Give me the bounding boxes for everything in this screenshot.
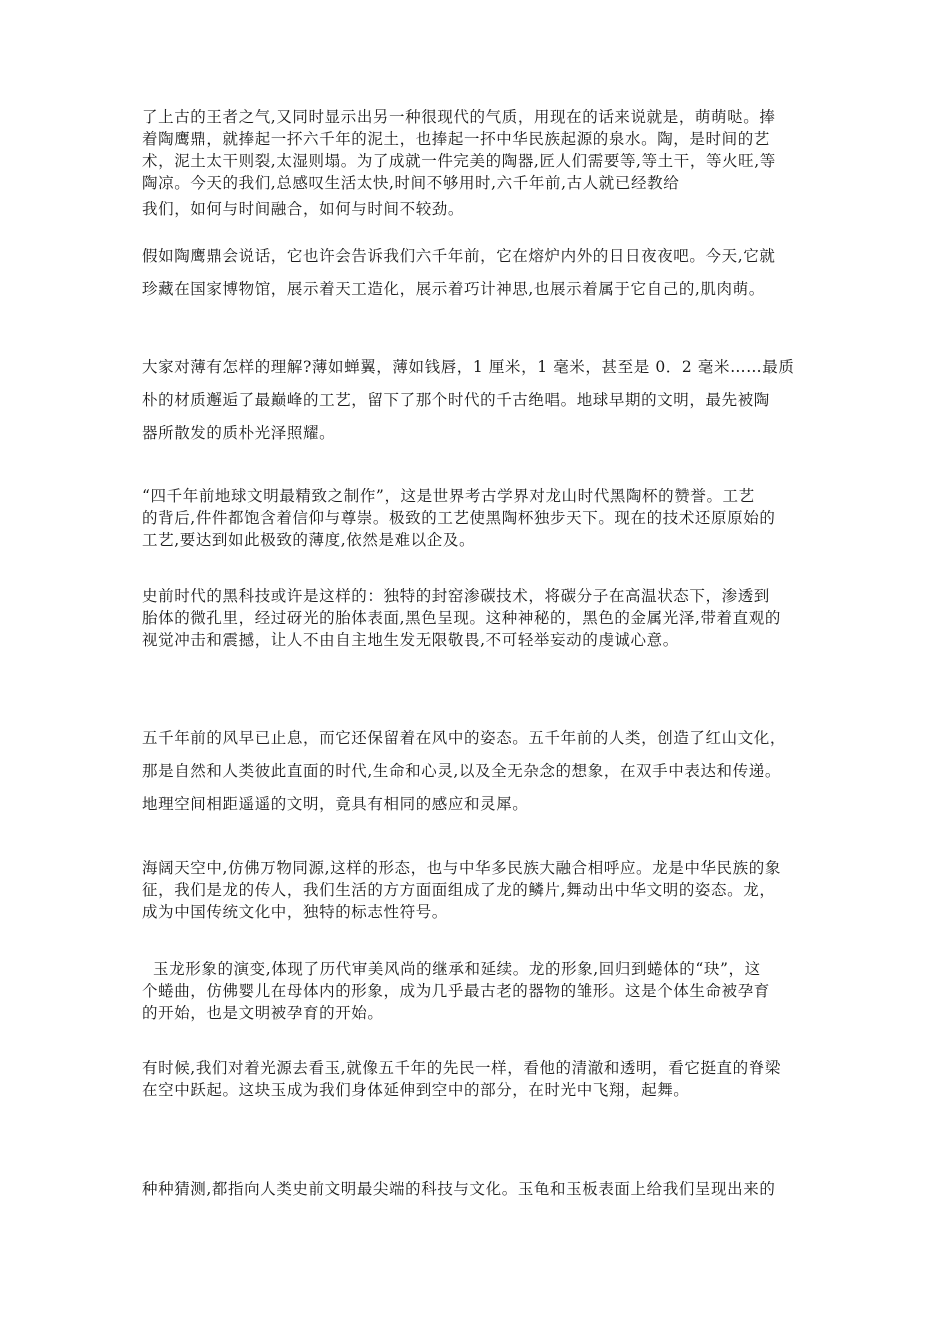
paragraph-thinness bbox=[142, 351, 818, 450]
text-line: 有时候,我们对着光源去看玉,就像五千年的先民一样，看他的清澈和透明，看它挺直的脊梁 bbox=[142, 1059, 781, 1077]
text-line: 征，我们是龙的传人，我们生活的方方面面组成了龙的鳞片,舞动出中华文明的姿态。龙， bbox=[142, 881, 776, 899]
paragraph-tao-ying-ding-museum bbox=[142, 240, 818, 306]
text-line: 胎体的微孔里，经过砑光的胎体表面,黑色呈现。这种神秘的，黑色的金属光泽,带着直观的 bbox=[142, 609, 781, 627]
paragraph-prehistoric-tech bbox=[142, 585, 818, 651]
text-line: 大家对薄有怎样的理解?薄如蝉翼，薄如钱唇，1 厘米，1 毫米，甚至是 0．2 毫米……最质 bbox=[142, 358, 795, 376]
text-line: 成为中国传统文化中，独特的标志性符号。 bbox=[142, 903, 448, 921]
text-line: 那是自然和人类彼此直面的时代,生命和心灵,以及全无杂念的想象，在双手中表达和传递。 bbox=[142, 762, 781, 780]
text-line: “四千年前地球文明最精致之制作”，这是世界考古学界对龙山时代黑陶杯的赞誉。工艺 bbox=[142, 487, 755, 505]
text-line: 在空中跃起。这块玉成为我们身体延伸到空中的部分，在时光中飞翔，起舞。 bbox=[142, 1081, 690, 1099]
text-line: 种种猜测,都指向人类史前文明最尖端的科技与文化。玉龟和玉板表面上给我们呈现出来的 bbox=[142, 1180, 776, 1198]
paragraph-dragon-symbol bbox=[142, 857, 818, 923]
text-line: 着陶鹰鼎，就捧起一抔六千年的泥土，也捧起一抔中华民族起源的泉水。陶，是时间的艺 bbox=[142, 130, 770, 148]
paragraph-tao-ying-ding-intro bbox=[142, 106, 818, 220]
text-line: 了上古的王者之气,又同时显示出另一种很现代的气质，用现在的话来说就是，萌萌哒。捧 bbox=[142, 108, 776, 126]
text-line: 地理空间相距遥遥的文明，竟具有相同的感应和灵犀。 bbox=[142, 795, 529, 813]
paragraph-black-pottery-praise bbox=[142, 485, 818, 551]
text-line: 器所散发的质朴光泽照耀。 bbox=[142, 424, 336, 442]
text-line: 个蜷曲，仿佛婴儿在母体内的形象，成为几乎最古老的器物的雏形。这是个体生命被孕育 bbox=[142, 982, 770, 1000]
paragraph-hongshan-culture bbox=[142, 722, 818, 821]
text-line: 视觉冲击和震撼，让人不由自主地生发无限敬畏,不可轻举妄动的虔诚心意。 bbox=[142, 631, 679, 649]
text-line: 玉龙形象的演变,体现了历代审美风尚的继承和延续。龙的形象,回归到蜷体的“玦”，这 bbox=[142, 960, 761, 978]
text-line: 的开始，也是文明被孕育的开始。 bbox=[142, 1004, 384, 1022]
text-line: 的背后,件件都饱含着信仰与尊崇。极致的工艺使黑陶杯独步天下。现在的技术还原原始的 bbox=[142, 509, 776, 527]
text-line: 工艺,要达到如此极致的薄度,依然是难以企及。 bbox=[142, 531, 476, 549]
text-line: 我们，如何与时间融合，如何与时间不较劲。 bbox=[142, 200, 465, 218]
paragraph-jade-light bbox=[142, 1057, 818, 1101]
text-line: 假如陶鹰鼎会说话，它也许会告诉我们六千年前，它在熔炉内外的日日夜夜吧。今天,它就 bbox=[142, 247, 776, 265]
paragraph-lingjiatan bbox=[142, 1178, 818, 1200]
text-line: 朴的材质邂逅了最巅峰的工艺，留下了那个时代的千古绝唱。地球早期的文明，最先被陶 bbox=[142, 391, 770, 409]
text-line: 珍藏在国家博物馆，展示着天工造化，展示着巧计神思,也展示着属于它自己的,肌肉萌。 bbox=[142, 280, 765, 298]
text-line: 陶凉。今天的我们,总感叹生活太快,时间不够用时,六千年前,古人就已经教给 bbox=[142, 174, 680, 192]
text-line: 术，泥土太干则裂,太湿则塌。为了成就一件完美的陶器,匠人们需要等,等土干，等火旺,等 bbox=[142, 152, 776, 170]
text-line: 海阔天空中,仿佛万物同源,这样的形态，也与中华多民族大融合相呼应。龙是中华民族的象 bbox=[142, 859, 781, 877]
paragraph-jade-dragon-evolution bbox=[142, 958, 818, 1024]
text-line: 五千年前的风早已止息，而它还保留着在风中的姿态。五千年前的人类，创造了红山文化， bbox=[142, 729, 787, 747]
text-line: 史前时代的黑科技或许是这样的：独特的封窑渗碳技术，将碳分子在高温状态下，渗透到 bbox=[142, 587, 770, 605]
